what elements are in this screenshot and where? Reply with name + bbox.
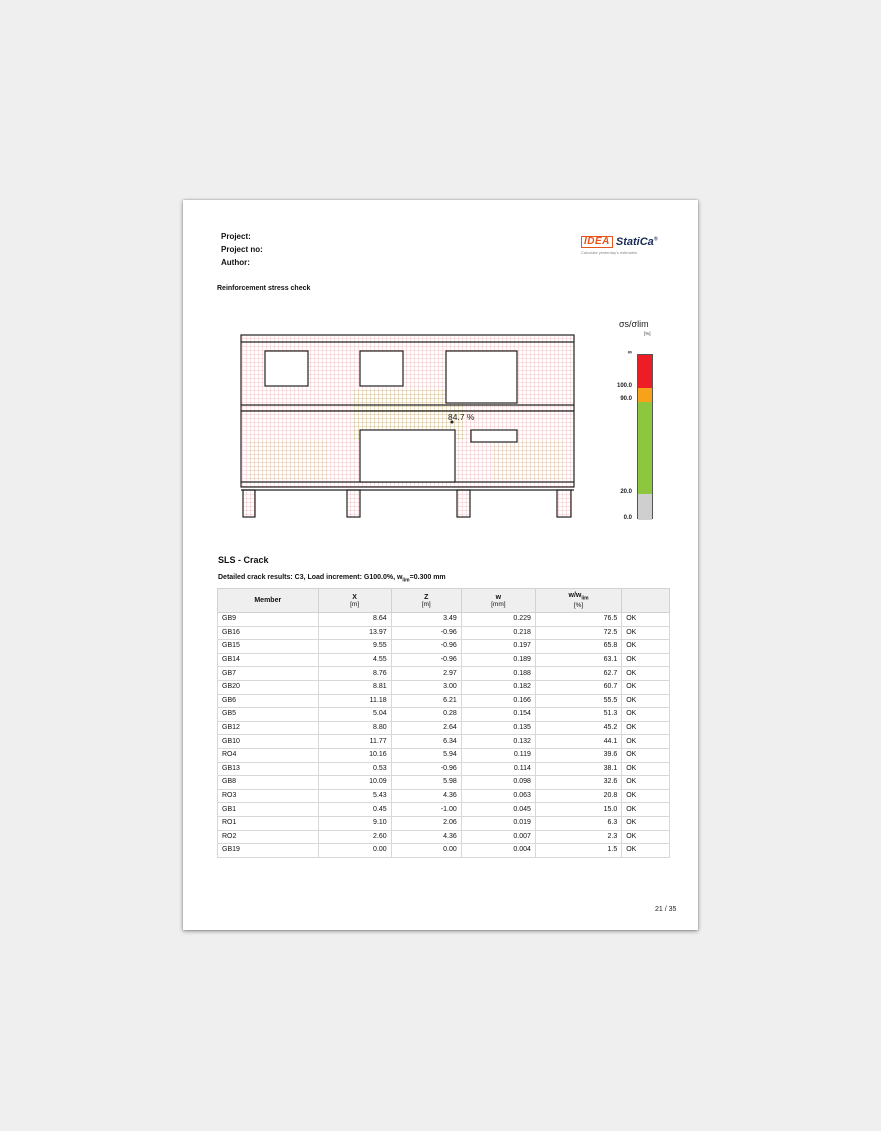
table-cell: GB1: [218, 803, 319, 817]
table-cell: 0.114: [461, 762, 535, 776]
table-cell: 72.5: [535, 626, 621, 640]
table-cell: 11.18: [318, 694, 391, 708]
table-row: [218, 748, 670, 762]
table-cell: OK: [622, 816, 670, 830]
table-cell: GB13: [218, 762, 319, 776]
legend-label-100: 100.0: [616, 383, 632, 389]
table-cell: 6.34: [391, 735, 461, 749]
table-cell: 9.10: [318, 816, 391, 830]
table-cell: GB12: [218, 721, 319, 735]
table-cell: RO3: [218, 789, 319, 803]
report-page: [183, 200, 698, 930]
table-cell: 5.04: [318, 708, 391, 722]
table-cell: 51.3: [535, 708, 621, 722]
table-cell: 32.6: [535, 776, 621, 790]
table-cell: 0.00: [391, 844, 461, 858]
table-cell: OK: [622, 640, 670, 654]
table-cell: 1.5: [535, 844, 621, 858]
table-cell: -1.00: [391, 803, 461, 817]
table-cell: GB16: [218, 626, 319, 640]
table-cell: 0.007: [461, 830, 535, 844]
table-cell: OK: [622, 830, 670, 844]
col-x: X [m]: [318, 589, 391, 613]
table-cell: OK: [622, 762, 670, 776]
table-cell: OK: [622, 844, 670, 858]
author-label: Author:: [221, 258, 250, 267]
table-cell: 8.81: [318, 680, 391, 694]
table-cell: 0.189: [461, 653, 535, 667]
table-cell: 0.188: [461, 667, 535, 681]
table-cell: GB8: [218, 776, 319, 790]
table-cell: 0.218: [461, 626, 535, 640]
table-cell: 0.229: [461, 613, 535, 627]
table-cell: 5.98: [391, 776, 461, 790]
table-cell: GB19: [218, 844, 319, 858]
table-cell: 76.5: [535, 613, 621, 627]
table-cell: OK: [622, 653, 670, 667]
table-row: [218, 803, 670, 817]
table-cell: RO1: [218, 816, 319, 830]
legend-unit: [%]: [644, 331, 651, 336]
table-cell: OK: [622, 680, 670, 694]
legend-title: σs/σlim: [619, 319, 649, 329]
table-row: [218, 626, 670, 640]
section-title: Reinforcement stress check: [217, 285, 311, 292]
project-header: [221, 230, 263, 269]
table-row: [218, 613, 670, 627]
table-cell: -0.96: [391, 762, 461, 776]
table-cell: GB20: [218, 680, 319, 694]
table-cell: 39.6: [535, 748, 621, 762]
table-cell: 0.063: [461, 789, 535, 803]
col-z: Z [m]: [391, 589, 461, 613]
legend-label-0: 0.0: [623, 515, 632, 521]
table-cell: -0.96: [391, 640, 461, 654]
table-cell: 65.8: [535, 640, 621, 654]
table-cell: 2.97: [391, 667, 461, 681]
crack-results-caption: Detailed crack results: C3, Load increment: G100.0%, $w_{lim}=0.300$ mm: [218, 574, 446, 584]
table-cell: 9.55: [318, 640, 391, 654]
table-row: [218, 640, 670, 654]
legend-orange: [638, 388, 652, 402]
table-cell: -0.96: [391, 626, 461, 640]
table-cell: 0.182: [461, 680, 535, 694]
crack-results-table: [217, 588, 670, 858]
table-cell: 20.8: [535, 789, 621, 803]
table-cell: 0.154: [461, 708, 535, 722]
table-row: [218, 653, 670, 667]
table-cell: GB7: [218, 667, 319, 681]
opening: [360, 430, 455, 482]
table-cell: GB5: [218, 708, 319, 722]
table-body: [218, 613, 670, 858]
table-cell: 4.36: [391, 830, 461, 844]
table-cell: RO2: [218, 830, 319, 844]
col-status: [622, 589, 670, 613]
table-row: [218, 816, 670, 830]
idea-statica-logo: [581, 236, 658, 255]
table-cell: 0.135: [461, 721, 535, 735]
table-cell: 5.43: [318, 789, 391, 803]
table-cell: OK: [622, 776, 670, 790]
table-cell: 8.64: [318, 613, 391, 627]
table-row: [218, 844, 670, 858]
col-member: Member: [218, 589, 319, 613]
table-row: [218, 667, 670, 681]
table-cell: GB15: [218, 640, 319, 654]
opening: [446, 351, 517, 403]
table-cell: OK: [622, 789, 670, 803]
table-cell: 62.7: [535, 667, 621, 681]
table-cell: OK: [622, 735, 670, 749]
table-cell: 0.53: [318, 762, 391, 776]
table-cell: OK: [622, 613, 670, 627]
col-ratio: $w/w_{lim}$ [%]: [535, 589, 621, 613]
logo-idea: IDEA: [581, 236, 613, 248]
reinforcement-stress-diagram: [238, 330, 578, 520]
legend-red: [638, 355, 652, 388]
page-number: 21 / 35: [655, 906, 677, 913]
table-cell: RO4: [218, 748, 319, 762]
table-cell: OK: [622, 708, 670, 722]
sls-crack-title: SLS - Crack: [218, 555, 269, 565]
table-cell: 38.1: [535, 762, 621, 776]
table-cell: 8.80: [318, 721, 391, 735]
table-cell: 45.2: [535, 721, 621, 735]
table-cell: 0.132: [461, 735, 535, 749]
table-cell: 2.64: [391, 721, 461, 735]
table-cell: 10.09: [318, 776, 391, 790]
table-cell: 2.3: [535, 830, 621, 844]
opening: [265, 351, 308, 386]
table-row: [218, 776, 670, 790]
legend-label-90: 90.0: [620, 396, 632, 402]
table-cell: OK: [622, 667, 670, 681]
table-cell: 2.06: [391, 816, 461, 830]
table-cell: GB14: [218, 653, 319, 667]
table-cell: OK: [622, 721, 670, 735]
table-row: [218, 762, 670, 776]
table-cell: GB9: [218, 613, 319, 627]
col-w: w [mm]: [461, 589, 535, 613]
legend-label-20: 20.0: [620, 489, 632, 495]
table-cell: 5.94: [391, 748, 461, 762]
table-cell: 10.16: [318, 748, 391, 762]
logo-statica: StatiCa®: [615, 236, 658, 248]
table-cell: 6.21: [391, 694, 461, 708]
table-cell: 0.166: [461, 694, 535, 708]
table-cell: 6.3: [535, 816, 621, 830]
table-cell: -0.96: [391, 653, 461, 667]
table-cell: 0.019: [461, 816, 535, 830]
table-cell: 0.00: [318, 844, 391, 858]
table-cell: 4.55: [318, 653, 391, 667]
table-row: [218, 789, 670, 803]
table-cell: 0.197: [461, 640, 535, 654]
table-cell: GB6: [218, 694, 319, 708]
table-cell: 15.0: [535, 803, 621, 817]
table-cell: 0.098: [461, 776, 535, 790]
table-cell: OK: [622, 803, 670, 817]
table-cell: 0.28: [391, 708, 461, 722]
project-no-label: Project no:: [221, 245, 263, 254]
table-cell: 13.97: [318, 626, 391, 640]
stress-color-legend: [637, 354, 653, 519]
opening: [360, 351, 403, 386]
table-cell: OK: [622, 748, 670, 762]
legend-grey: [638, 494, 652, 520]
table-row: [218, 721, 670, 735]
table-row: [218, 708, 670, 722]
table-cell: OK: [622, 694, 670, 708]
table-row: [218, 735, 670, 749]
project-label: Project:: [221, 232, 251, 241]
legend-label-inf: ∞: [627, 350, 632, 356]
table-cell: 0.004: [461, 844, 535, 858]
table-cell: 0.45: [318, 803, 391, 817]
table-header-row: [218, 589, 670, 613]
table-cell: 0.045: [461, 803, 535, 817]
max-stress-annotation: 84.7 %: [448, 412, 475, 422]
table-cell: 4.36: [391, 789, 461, 803]
table-cell: OK: [622, 626, 670, 640]
table-row: [218, 694, 670, 708]
table-cell: 60.7: [535, 680, 621, 694]
table-cell: 0.119: [461, 748, 535, 762]
table-cell: 44.1: [535, 735, 621, 749]
opening: [471, 430, 517, 442]
supports: [243, 490, 571, 517]
table-cell: 11.77: [318, 735, 391, 749]
table-cell: 55.5: [535, 694, 621, 708]
table-row: [218, 830, 670, 844]
table-row: [218, 680, 670, 694]
table-cell: GB10: [218, 735, 319, 749]
table-cell: 63.1: [535, 653, 621, 667]
table-cell: 3.49: [391, 613, 461, 627]
table-cell: 2.60: [318, 830, 391, 844]
logo-tagline: Calculate yesterday's estimates: [581, 250, 638, 255]
legend-green: [638, 402, 652, 494]
table-cell: 3.00: [391, 680, 461, 694]
table-cell: 8.76: [318, 667, 391, 681]
